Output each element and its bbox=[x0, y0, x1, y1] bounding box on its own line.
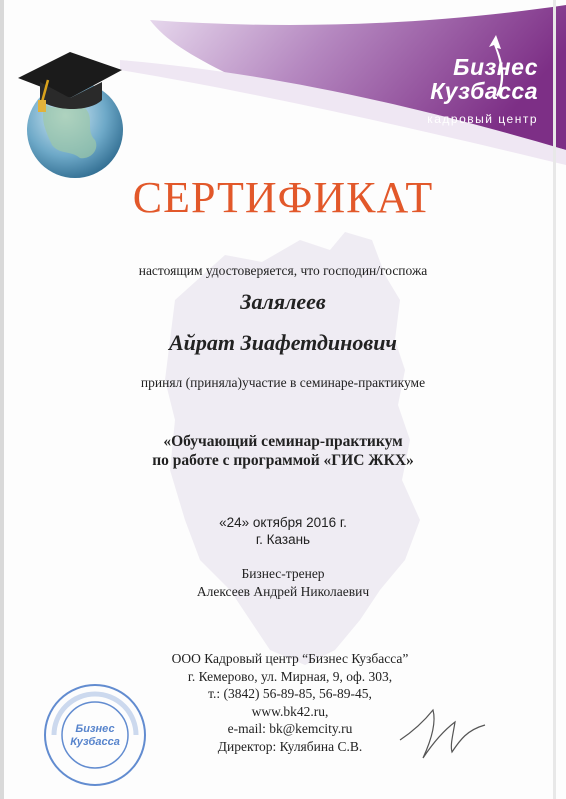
footer-email: e-mail: bk@kemcity.ru bbox=[227, 721, 353, 736]
trainer-name: Алексеев Андрей Николаевич bbox=[196, 584, 370, 599]
recipient-given-names: Айрат Зиафетдинович bbox=[169, 330, 397, 355]
svg-text:Кузбасса: Кузбасса bbox=[70, 736, 120, 748]
seminar-date: «24» октября 2016 г. bbox=[219, 515, 347, 530]
director-signature bbox=[395, 700, 490, 765]
footer-website: www.bk42.ru, bbox=[251, 703, 329, 719]
intro-text: настоящим удостоверяется, что господин/госпожа bbox=[138, 263, 428, 278]
company-stamp bbox=[40, 680, 150, 790]
footer-director: Директор: Кулябина С.В. bbox=[217, 738, 363, 754]
trainer-role: Бизнес-тренер bbox=[241, 566, 325, 581]
footer-address: г. Кемерово, ул. Мирная, 9, оф. 303, bbox=[187, 668, 393, 684]
svg-text:Бизнес: Бизнес bbox=[75, 723, 115, 735]
company-logo bbox=[427, 55, 538, 126]
participation-text: принял (приняла)участие в семинаре-практикуме bbox=[140, 375, 426, 390]
seminar-title-line2: по работе с программой «ГИС ЖКХ» bbox=[152, 452, 414, 469]
seminar-title-line1: «Обучающий семинар-практикум bbox=[163, 433, 403, 450]
logo-subtitle: кадровый центр bbox=[427, 112, 538, 126]
logo-line2: Кузбасса bbox=[430, 78, 538, 104]
recipient-surname: Залялеев bbox=[240, 289, 326, 314]
footer-org: ООО Кадровый центр “Бизнес Кузбасса” bbox=[171, 651, 409, 666]
certificate-title: СЕРТИФИКАТ bbox=[132, 173, 434, 222]
footer-phone: т.: (3842) 56-89-85, 56-89-45, bbox=[208, 686, 372, 701]
logo-line1: Бизнес bbox=[453, 54, 538, 80]
seminar-city: г. Казань bbox=[255, 532, 311, 547]
